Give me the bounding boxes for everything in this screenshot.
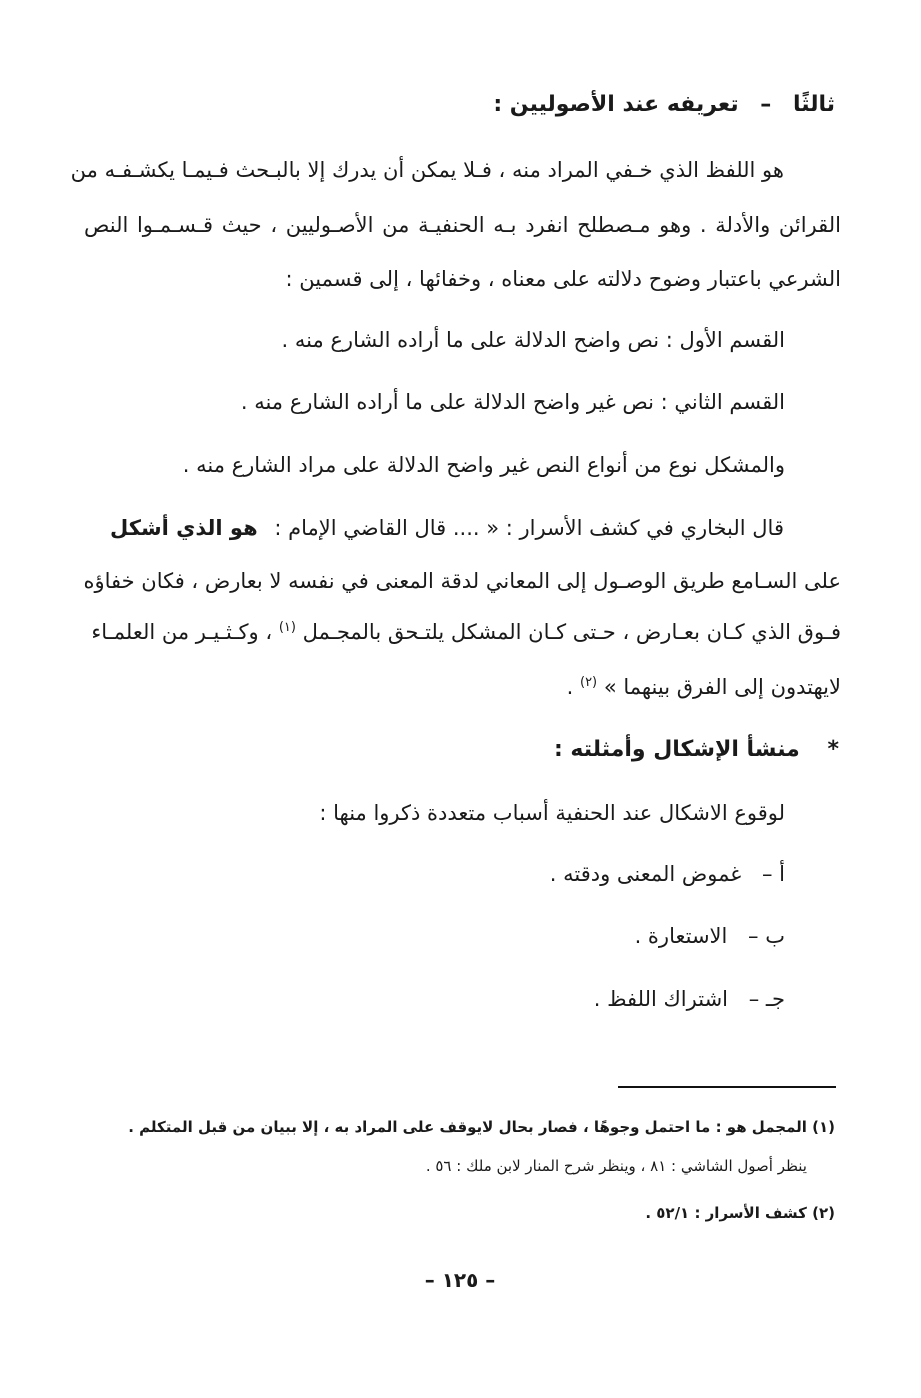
- section-second: القسم الثاني : نص غير واضح الدلالة على ما أراده الشارع منه .: [240, 390, 785, 414]
- subheading: [554, 735, 839, 765]
- footnote-ref-2: (٢): [579, 675, 598, 690]
- list-item-text: الاستعارة .: [634, 924, 728, 948]
- list-item-text: غموض المعنى ودقته .: [549, 862, 742, 886]
- quote-line-3: [84, 617, 841, 647]
- quote-line-2: على السـامع طريق الوصـول إلى المعاني لدقة المعنى في نفسه لا بعارض ، فكان خفاؤه: [83, 569, 841, 593]
- section-first: القسم الأول : نص واضح الدلالة على ما أراده الشارع منه .: [281, 328, 785, 352]
- footnote-ref-1: (١): [278, 620, 296, 635]
- list-item: [594, 984, 785, 1014]
- quote-line-3-text-b: ، وكـثـيـر من العلمـاء: [91, 620, 273, 644]
- quote-line-4: [567, 672, 841, 702]
- paragraph-line: القرائن والأدلة . وهو مـصطلح انفرد بـه الحنفيـة من الأصـوليين ، حيث قـسـمـوا النص: [84, 213, 841, 237]
- quote-line-4-end: .: [566, 675, 574, 699]
- mushkil-definition: والمشكل نوع من أنواع النص غير واضح الدلالة على مراد الشارع منه .: [182, 453, 785, 477]
- quote-line-3-text: فـوق الذي كـان بعـارض ، حـتى كـان المشكل يلتـحق بالمجـمل: [302, 620, 841, 644]
- page-number: – ١٢٥ –: [424, 1268, 496, 1292]
- footnote-1: (١) المجمل هو : ما احتمل وجوهًا ، فصار بحال لايوقف على المراد به ، إلا ببيان من قبل المتكلم .: [128, 1118, 835, 1136]
- heading-label: ثالثًا: [792, 92, 835, 117]
- quote-line-1: [84, 513, 784, 543]
- paragraph-line: هو اللفظ الذي خـفي المراد منه ، فـلا يمكن أن يدرك إلا بالبـحث فـيمـا يكشـفـه من: [70, 158, 784, 182]
- heading-text: تعريفه عند الأصوليين :: [493, 92, 739, 117]
- list-item: [635, 921, 785, 951]
- paragraph-line: الشرعي باعتبار وضوح دلالته على معناه ، وخفائها ، إلى قسمين :: [285, 267, 841, 291]
- quote-line-4-text: لايهتدون إلى الفرق بينهما »: [603, 675, 841, 699]
- causes-intro: لوقوع الاشكال عند الحنفية أسباب متعددة ذكروا منها :: [319, 801, 785, 825]
- bullet-star: *: [827, 737, 839, 762]
- subheading-text: منشأ الإشكال وأمثلته :: [553, 737, 800, 762]
- footnote-2: (٢) كشف الأسرار : ٥٢/١ .: [645, 1204, 835, 1222]
- quote-definition-start: هو الذي أشكل: [110, 516, 258, 540]
- list-item-text: اشتراك اللفظ .: [593, 987, 728, 1011]
- list-item-letter: جـ –: [748, 987, 785, 1011]
- footnote-1-continuation: ينظر أصول الشاشي : ٨١ ، وينظر شرح المنار لابن ملك : ٥٦ .: [425, 1157, 807, 1175]
- heading-dash: –: [760, 92, 772, 117]
- footnote-divider: [618, 1086, 836, 1088]
- section-heading: [493, 90, 835, 120]
- list-item: [550, 859, 785, 889]
- list-item-letter: ب –: [748, 924, 785, 948]
- quote-intro: قال البخاري في كشف الأسرار : « .... قال القاضي الإمام :: [274, 516, 784, 540]
- list-item-letter: أ –: [761, 862, 785, 886]
